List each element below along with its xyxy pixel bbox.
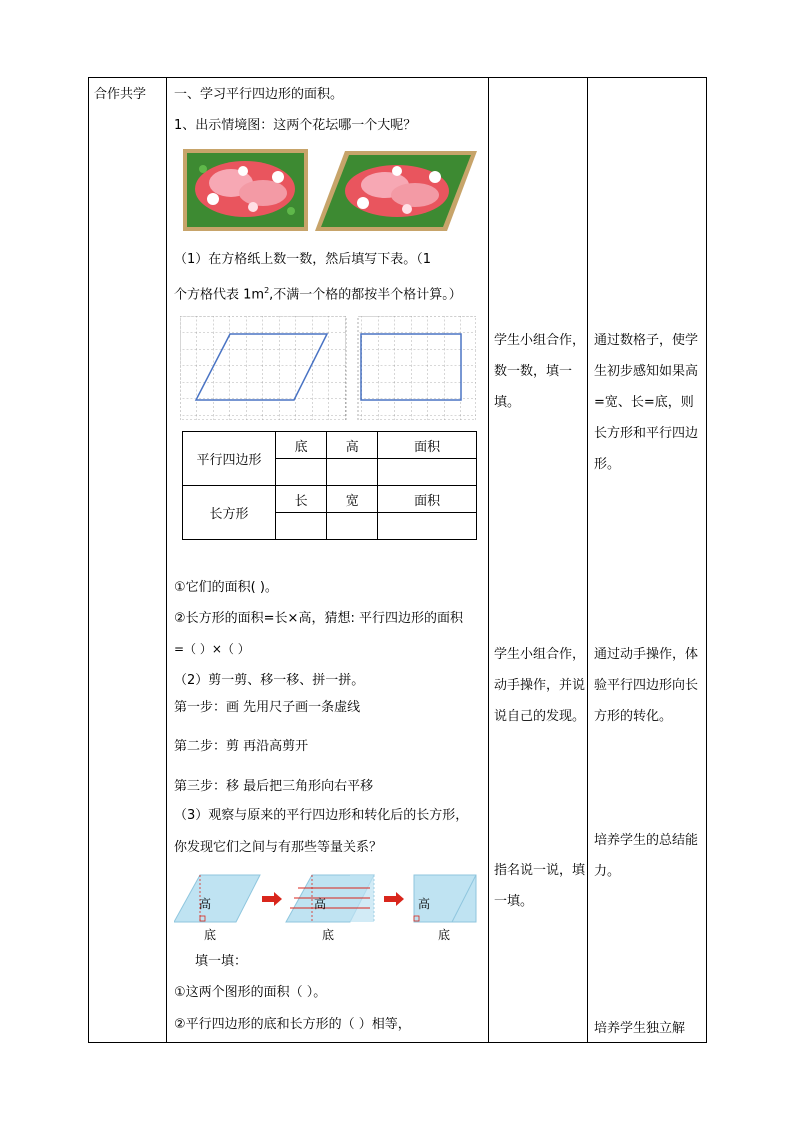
purpose-count: 通过数格子，使学生初步感知如果高=宽、长=底，则长方形和平行四边形。 bbox=[594, 333, 699, 472]
header-width: 宽 bbox=[327, 486, 378, 513]
blank-cell[interactable] bbox=[327, 459, 378, 486]
step-1-line-1: （1）在方格纸上数一数，然后填写下表。（1 bbox=[174, 252, 432, 267]
header-area: 面积 bbox=[378, 432, 477, 459]
fill-title: 填一填： bbox=[195, 954, 248, 969]
header-area: 面积 bbox=[378, 486, 477, 513]
purpose-summary: 培养学生的总结能力。 bbox=[594, 833, 699, 879]
blank-cell[interactable] bbox=[276, 513, 327, 540]
question-guess-formula: =（ ）×（ ） bbox=[174, 642, 250, 656]
step-2-a: 第一步：画 先用尺子画一条虚线 bbox=[174, 700, 361, 715]
row-label-parallelogram: 平行四边形 bbox=[183, 432, 276, 486]
figure-label-height: 高 bbox=[314, 897, 327, 911]
question-guess: ②长方形的面积=长×高，猜想: 平行四边形的面积 bbox=[174, 611, 463, 626]
column-divider bbox=[166, 77, 167, 1043]
step-2: （2）剪一剪、移一移、拼一拼。 bbox=[174, 673, 365, 688]
header-length: 长 bbox=[276, 486, 327, 513]
activity-speak: 指名说一说，填一填。 bbox=[494, 863, 586, 909]
parallelogram-flowerbed-image bbox=[315, 151, 477, 231]
grid-paper-figure bbox=[180, 316, 476, 420]
header-height: 高 bbox=[327, 432, 378, 459]
blank-cell[interactable] bbox=[276, 459, 327, 486]
heading: 一、学习平行四边形的面积。 bbox=[174, 87, 344, 102]
fill-question-1: ①这两个图形的面积（ ）。 bbox=[174, 985, 327, 1000]
blank-cell[interactable] bbox=[378, 513, 477, 540]
figure-label-height: 高 bbox=[199, 897, 212, 911]
question-1: 1、出示情境图：这两个花坛哪一个大呢？ bbox=[174, 118, 417, 133]
purpose-independent: 培养学生独立解 bbox=[594, 1021, 686, 1036]
row-label-rectangle: 长方形 bbox=[183, 486, 276, 540]
column-divider bbox=[587, 77, 588, 1043]
figure-label-height: 高 bbox=[418, 897, 431, 911]
section-label: 合作共学 bbox=[94, 87, 147, 102]
step-2-c: 第三步：移 最后把三角形向右平移 bbox=[174, 779, 374, 794]
activity-count: 学生小组合作，数一数，填一填。 bbox=[494, 333, 586, 410]
step-1-line-2: 个方格代表 $1m^2$,不满一个格的都按半个格计算。） bbox=[174, 286, 462, 303]
step-3-line-2: 你发现它们之间与有那些等量关系？ bbox=[174, 840, 383, 855]
arrow-icon bbox=[384, 892, 404, 906]
figure-label-base: 底 bbox=[438, 928, 451, 942]
figure-label-base: 底 bbox=[322, 928, 335, 942]
header-base: 底 bbox=[276, 432, 327, 459]
activity-operate: 学生小组合作，动手操作，并说说自己的发现。 bbox=[494, 647, 586, 724]
step-2-b: 第二步：剪 再沿高剪开 bbox=[174, 739, 309, 754]
fill-question-2: ②平行四边形的底和长方形的（ ）相等， bbox=[174, 1017, 411, 1032]
area-fill-table bbox=[182, 431, 477, 540]
blank-cell[interactable] bbox=[327, 513, 378, 540]
figure-label-base: 底 bbox=[204, 928, 217, 942]
purpose-operate: 通过动手操作，体验平行四边形向长方形的转化。 bbox=[594, 647, 699, 724]
question-area: ①它们的面积( )。 bbox=[174, 580, 278, 595]
rectangle-flowerbed-image bbox=[183, 149, 308, 231]
blank-cell[interactable] bbox=[378, 459, 477, 486]
column-divider bbox=[488, 77, 489, 1043]
step-3-line-1: （3）观察与原来的平行四边形和转化后的长方形， bbox=[174, 808, 469, 823]
arrow-icon bbox=[262, 892, 282, 906]
